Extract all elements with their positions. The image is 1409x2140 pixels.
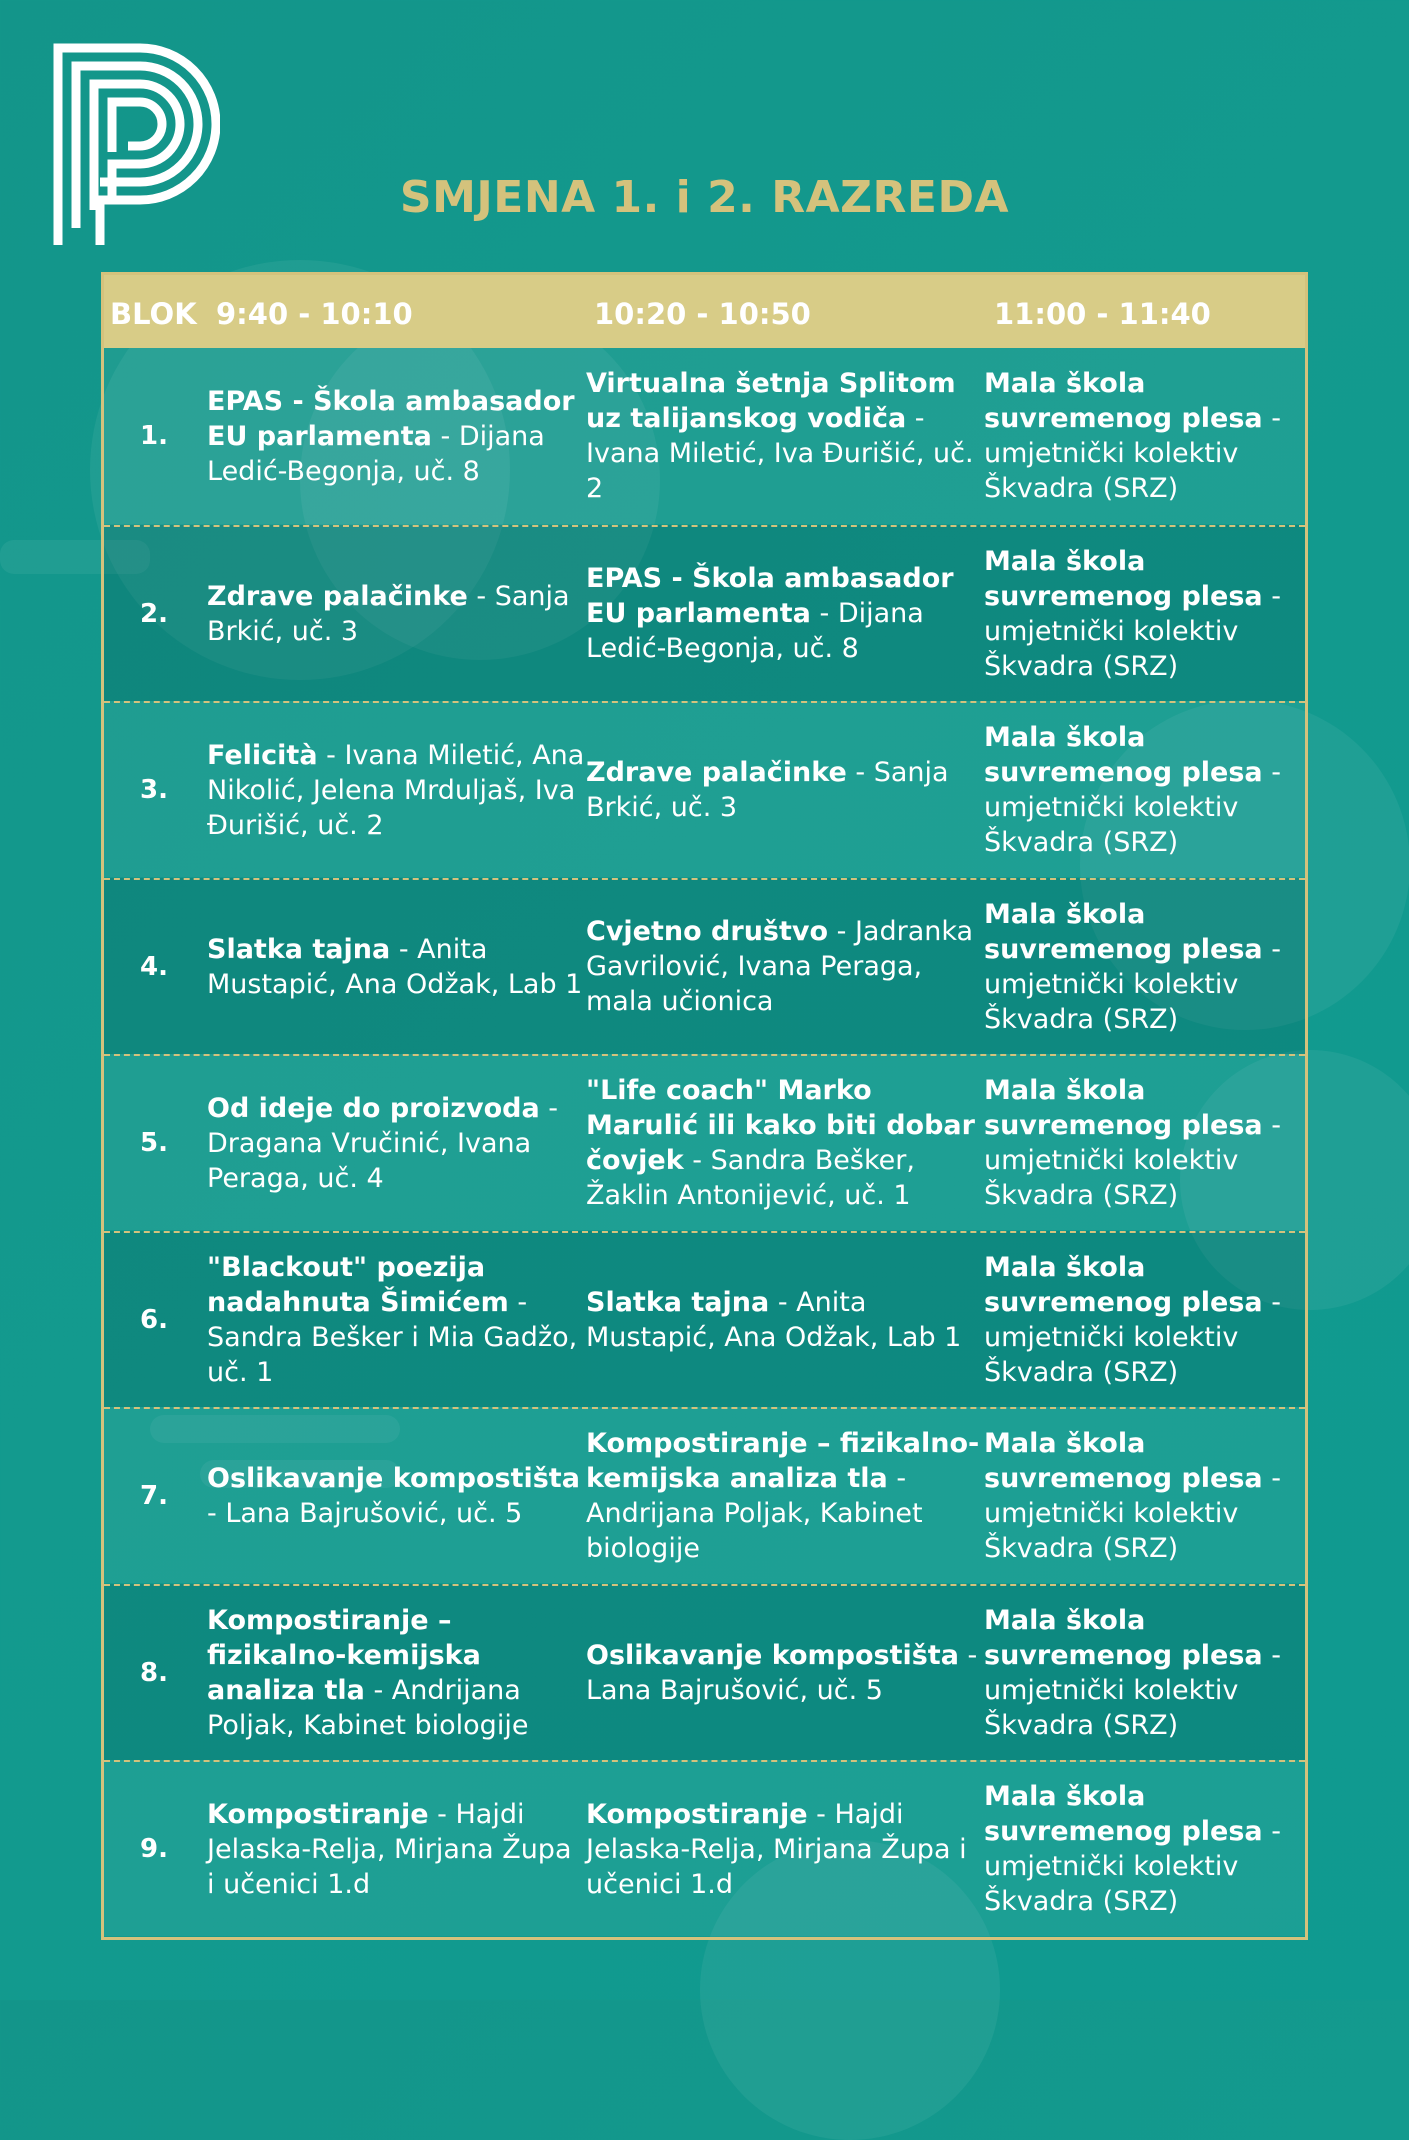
activity-cell	[207, 1409, 587, 1583]
activity-text	[207, 932, 587, 1002]
activity-text	[984, 1250, 1304, 1390]
activity-cell	[984, 703, 1304, 877]
activity-cell	[586, 703, 986, 877]
activity-text	[207, 1797, 587, 1902]
activity-text	[207, 1091, 587, 1196]
table-row	[104, 878, 1305, 1054]
activity-text	[586, 914, 986, 1019]
activity-title: Kompostiranje	[586, 1798, 808, 1830]
activity-text	[586, 561, 986, 666]
activity-cell	[586, 1586, 986, 1760]
activity-details: - Dijana Ledić-Begonja, uč. 8	[207, 420, 545, 487]
activity-text	[586, 366, 986, 506]
table-row	[104, 525, 1305, 701]
activity-title: Mala škola suvremenog plesa	[984, 1428, 1263, 1494]
activity-title: Kompostiranje – fizikalno-kemijska analiza tla	[586, 1428, 980, 1494]
activity-title: Mala škola suvremenog plesa	[984, 1075, 1263, 1141]
activity-title: Zdrave palačinke	[586, 757, 847, 788]
activity-cell	[207, 527, 587, 701]
activity-title: Mala škola suvremenog plesa	[984, 368, 1263, 434]
activity-title: Virtualna šetnja Splitom uz talijanskog vodiča	[586, 368, 956, 434]
activity-text	[586, 1285, 986, 1355]
schedule-table	[101, 272, 1308, 1940]
activity-title: Cvjetno društvo	[586, 916, 829, 947]
activity-details: - Ivana Miletić, Iva Đurišić, uč. 2	[586, 403, 974, 504]
table-row	[104, 1054, 1305, 1230]
activity-cell	[586, 880, 986, 1054]
activity-title: Mala škola suvremenog plesa	[984, 545, 1263, 612]
activity-cell	[207, 1056, 587, 1230]
activity-details: - umjetnički kolektiv Škvadra (SRZ)	[984, 1110, 1281, 1211]
activity-text	[586, 1638, 986, 1708]
activity-details: - Andrijana Poljak, Kabinet biologije	[207, 1674, 529, 1741]
activity-text	[207, 384, 587, 489]
activity-cell	[984, 880, 1304, 1054]
activity-text	[984, 897, 1304, 1037]
activity-cell	[207, 348, 587, 524]
block-number: 9.	[140, 1834, 168, 1864]
block-number: 7.	[140, 1481, 168, 1511]
activity-details: - Sandra Bešker, Žaklin Antonijević, uč. 1	[586, 1145, 915, 1211]
activity-cell	[586, 1762, 986, 1936]
activity-title: Mala škola suvremenog plesa	[984, 1251, 1263, 1318]
activity-title: "Life coach" Marko Marulić ili kako biti dobar čovjek	[586, 1075, 975, 1176]
table-row	[104, 701, 1305, 877]
activity-title: Mala škola suvremenog plesa	[984, 898, 1263, 965]
activity-cell	[586, 1409, 986, 1583]
activity-text	[207, 1461, 587, 1531]
activity-details: - Sandra Bešker i Mia Gadžo, uč. 1	[207, 1286, 578, 1388]
activity-title: EPAS - Škola ambasador EU parlamenta	[586, 563, 954, 629]
activity-title: EPAS - Škola ambasador EU parlamenta	[207, 385, 575, 452]
table-row	[104, 1584, 1305, 1760]
activity-cell	[586, 1056, 986, 1230]
table-row	[104, 1760, 1305, 1936]
activity-details: - umjetnički kolektiv Škvadra (SRZ)	[984, 580, 1281, 682]
activity-text	[984, 1426, 1304, 1566]
activity-text	[586, 755, 986, 825]
activity-title: Mala škola suvremenog plesa	[984, 1604, 1263, 1671]
activity-details: - Hajdi Jelaska-Relja, Mirjana Župa i učenici 1.d	[586, 1798, 967, 1900]
block-number: 5.	[140, 1128, 168, 1158]
activity-title: Mala škola suvremenog plesa	[984, 1781, 1263, 1847]
activity-text	[207, 738, 587, 843]
activity-details: - umjetnički kolektiv Škvadra (SRZ)	[984, 757, 1281, 858]
activity-details: - umjetnički kolektiv Škvadra (SRZ)	[984, 403, 1281, 504]
activity-text	[984, 544, 1304, 684]
activity-details: - umjetnički kolektiv Škvadra (SRZ)	[984, 1639, 1281, 1741]
activity-title: Mala škola suvremenog plesa	[984, 722, 1263, 788]
activity-details: - Andrijana Poljak, Kabinet biologije	[586, 1463, 923, 1564]
activity-title: Kompostiranje	[207, 1798, 429, 1830]
activity-cell	[586, 527, 986, 701]
activity-title: Oslikavanje kompostišta	[207, 1463, 580, 1494]
activity-text	[984, 1779, 1304, 1919]
activity-title: Slatka tajna	[586, 1286, 770, 1318]
activity-details: - Sanja Brkić, uč. 3	[586, 757, 949, 823]
activity-text	[586, 1797, 986, 1902]
activity-details: - umjetnički kolektiv Škvadra (SRZ)	[984, 1816, 1281, 1917]
table-header	[104, 275, 1305, 348]
activity-cell	[586, 1233, 986, 1407]
activity-details: - Dragana Vručinić, Ivana Peraga, uč. 4	[207, 1092, 559, 1194]
activity-text	[984, 366, 1304, 506]
activity-cell	[984, 1056, 1304, 1230]
header-slot-1: 9:40 - 10:10	[216, 297, 413, 331]
activity-text	[586, 1073, 986, 1213]
activity-cell	[207, 880, 587, 1054]
activity-details: - Dijana Ledić-Begonja, uč. 8	[586, 598, 924, 664]
activity-text	[207, 1250, 587, 1390]
activity-details: - Lana Bajrušović, uč. 5	[586, 1639, 978, 1706]
header-slot-2: 10:20 - 10:50	[594, 297, 811, 331]
activity-details: - Sanja Brkić, uč. 3	[207, 580, 570, 647]
activity-details: - Anita Mustapić, Ana Odžak, Lab 1	[207, 933, 583, 1000]
activity-details: - Anita Mustapić, Ana Odžak, Lab 1	[586, 1286, 962, 1353]
block-number: 2.	[140, 598, 168, 629]
activity-title: Slatka tajna	[207, 933, 391, 965]
activity-text	[984, 720, 1304, 860]
activity-cell	[984, 527, 1304, 701]
activity-cell	[984, 1409, 1304, 1583]
activity-details: - Lana Bajrušović, uč. 5	[207, 1498, 523, 1529]
table-row	[104, 348, 1305, 524]
activity-details: - umjetnički kolektiv Škvadra (SRZ)	[984, 1286, 1281, 1388]
activity-title: Oslikavanje kompostišta	[586, 1639, 959, 1671]
activity-details: - umjetnički kolektiv Škvadra (SRZ)	[984, 933, 1281, 1035]
activity-details: - Jadranka Gavrilović, Ivana Peraga, mala učionica	[586, 916, 974, 1017]
activity-cell	[586, 348, 986, 524]
activity-text	[207, 579, 587, 649]
header-slot-3: 11:00 - 11:40	[994, 297, 1211, 331]
activity-cell	[984, 348, 1304, 524]
activity-title: Zdrave palačinke	[207, 580, 468, 612]
activity-cell	[207, 1762, 587, 1936]
activity-cell	[984, 1586, 1304, 1760]
table-row	[104, 1231, 1305, 1407]
activity-cell	[984, 1233, 1304, 1407]
activity-text	[586, 1426, 986, 1566]
block-number: 4.	[140, 951, 168, 982]
activity-title: Kompostiranje – fizikalno-kemijska analiza tla	[207, 1604, 481, 1706]
header-blok: BLOK	[110, 297, 197, 331]
activity-text	[207, 1603, 587, 1743]
activity-details: - Ivana Miletić, Ana Nikolić, Jelena Mrduljaš, Iva Đurišić, uč. 2	[207, 739, 585, 841]
activity-cell	[207, 1233, 587, 1407]
activity-title: Od ideje do proizvoda	[207, 1092, 540, 1124]
activity-text	[984, 1603, 1304, 1743]
activity-cell	[207, 1586, 587, 1760]
block-number: 8.	[140, 1657, 168, 1688]
page-title: SMJENA 1. i 2. RAZREDA	[399, 172, 1010, 223]
activity-details: - Hajdi Jelaska-Relja, Mirjana Župa i učenici 1.d	[207, 1798, 572, 1900]
activity-text	[984, 1073, 1304, 1213]
block-number: 1.	[140, 421, 168, 451]
activity-cell	[984, 1762, 1304, 1936]
block-number: 6.	[140, 1304, 168, 1335]
activity-cell	[207, 703, 587, 877]
block-number: 3.	[140, 775, 168, 805]
activity-details: - umjetnički kolektiv Škvadra (SRZ)	[984, 1463, 1281, 1564]
activity-title: "Blackout" poezija nadahnuta Šimićem	[207, 1251, 509, 1318]
activity-title: Felicità	[207, 739, 318, 771]
table-row	[104, 1407, 1305, 1583]
